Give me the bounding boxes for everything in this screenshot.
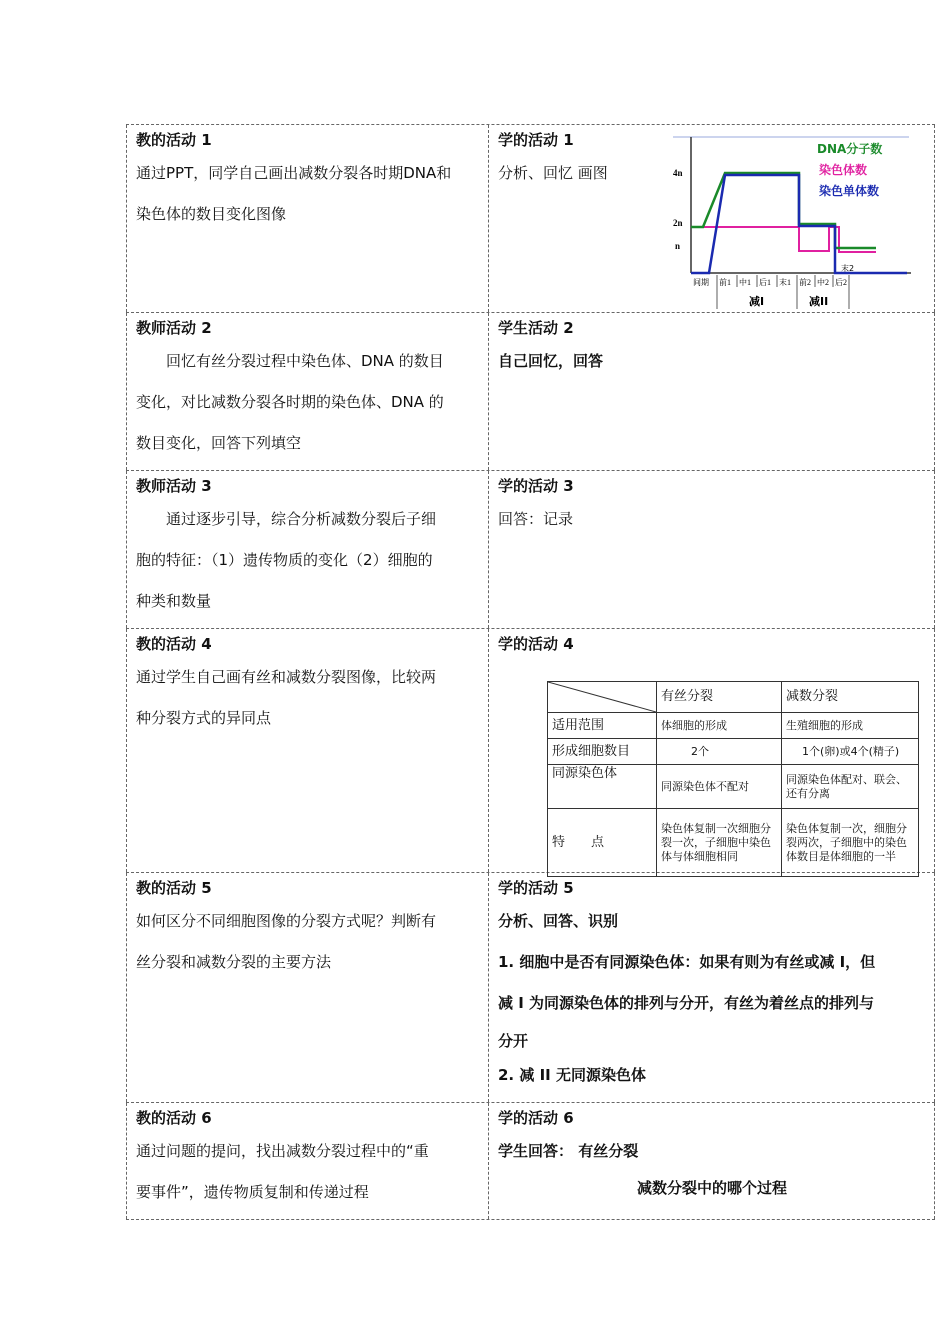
cell-heading: 学的活动 3 <box>498 477 574 495</box>
cell-heading: 教的活动 5 <box>136 879 212 897</box>
cell-text: 变化，对比减数分裂各时期的染色体、DNA 的 <box>136 393 444 411</box>
cell-text: 回答：记录 <box>498 510 574 528</box>
table-cell: 同源染色体不配对 <box>657 765 782 809</box>
y-label-4n: 4n <box>673 168 683 178</box>
cell-text: 1. 细胞中是否有同源染色体：如果有则为有丝或减 I，但 <box>498 953 876 971</box>
cell-heading: 教的活动 4 <box>136 635 212 653</box>
table-row <box>548 765 919 809</box>
table-row <box>126 471 935 629</box>
cell-text: 如何区分不同细胞图像的分裂方式呢？判断有 <box>136 912 437 930</box>
teacher-cell <box>126 1103 489 1219</box>
diagonal-line <box>548 682 656 712</box>
legend-chromosome: 染色体数 <box>819 163 868 177</box>
cell-text: 要事件”，遗传物质复制和传递过程 <box>136 1183 369 1201</box>
cell-text: 数目变化，回答下列填空 <box>136 434 302 452</box>
teacher-cell <box>126 873 489 1102</box>
diagonal-header-cell <box>548 682 657 713</box>
cell-heading: 学的活动 1 <box>498 131 574 149</box>
x-label: 间期 <box>693 278 709 287</box>
table-row <box>548 809 919 877</box>
cell-text: 通过学生自己画有丝和减数分裂图像，比较两 <box>136 668 437 686</box>
cell-text: 学生回答： 有丝分裂 <box>498 1142 639 1160</box>
student-cell <box>489 873 935 1102</box>
cell-text: 染色体的数目变化图像 <box>136 205 287 223</box>
cell-text: 减数分裂中的哪个过程 <box>636 1179 787 1197</box>
x-label: 中2 <box>817 278 829 287</box>
cell-text: 回忆有丝分裂过程中染色体、DNA 的数目 <box>166 352 444 370</box>
comparison-header-row <box>548 682 919 713</box>
x-label: 前1 <box>719 278 731 287</box>
dna-chromosome-chart <box>669 133 914 311</box>
cell-text: 减 I 为同源染色体的排列与分开，有丝为着丝点的排列与 <box>498 994 875 1012</box>
cell-text: 通过PPT，同学自己画出减数分裂各时期DNA和 <box>136 164 452 182</box>
student-cell <box>489 1103 935 1219</box>
group-label-meiosis2: 减II <box>809 295 829 308</box>
table-row <box>126 629 935 873</box>
legend-dna: DNA分子数 <box>817 142 883 156</box>
diagonal <box>548 682 656 712</box>
table-cell: 染色体复制一次细胞分裂一次，子细胞中染色体与体细胞相同 <box>657 809 782 877</box>
table-row <box>126 873 935 1103</box>
lesson-table <box>126 124 935 1220</box>
legend-chromatid: 染色单体数 <box>819 184 880 198</box>
cell-text: 自己回忆，回答 <box>498 352 604 370</box>
table-cell: 染色体复制一次，细胞分裂两次，子细胞中的染色体数目是体细胞的一半 <box>782 809 919 877</box>
table-cell: 体细胞的形成 <box>657 713 782 739</box>
table-row <box>126 1103 935 1220</box>
y-label-n: n <box>675 241 681 251</box>
row-label: 适用范围 <box>548 713 657 739</box>
table-cell: 生殖细胞的形成 <box>782 713 919 739</box>
cell-text: 丝分裂和减数分裂的主要方法 <box>136 953 332 971</box>
cell-heading: 学的活动 4 <box>498 635 574 653</box>
row-label: 特 点 <box>548 809 657 877</box>
cell-heading: 教师活动 3 <box>136 477 212 495</box>
table-row <box>126 124 935 313</box>
row-label: 同源染色体 <box>548 765 657 809</box>
cell-text: 分析、回答、识别 <box>498 912 619 930</box>
cell-heading: 学的活动 5 <box>498 879 574 897</box>
x-label: 后1 <box>759 278 771 287</box>
cell-heading: 教的活动 1 <box>136 131 212 149</box>
x-label: 后2 <box>835 278 847 287</box>
table-cell: 同源染色体配对、联会、还有分离 <box>782 765 919 809</box>
header-meiosis: 减数分裂 <box>782 682 919 713</box>
cell-text: 2. 减 II 无同源染色体 <box>498 1066 646 1084</box>
table-row <box>548 739 919 765</box>
x-label-end2-top: 末2 <box>841 264 855 273</box>
cell-heading: 学的活动 6 <box>498 1109 574 1127</box>
teacher-cell <box>126 313 489 470</box>
cell-heading: 学生活动 2 <box>498 319 574 337</box>
cell-heading: 教的活动 6 <box>136 1109 212 1127</box>
x-label: 末1 <box>779 278 791 287</box>
cell-heading: 教师活动 2 <box>136 319 212 337</box>
student-cell <box>489 313 935 470</box>
student-cell <box>489 629 935 872</box>
cell-text: 分开 <box>498 1032 529 1050</box>
cell-text: 通过问题的提问，找出减数分裂过程中的“重 <box>136 1142 429 1160</box>
y-label-2n: 2n <box>673 218 683 228</box>
cell-text: 分析、回忆 画图 <box>498 164 608 182</box>
teacher-cell <box>126 629 489 872</box>
comparison-table <box>547 681 919 877</box>
cell-text: 种分裂方式的异同点 <box>136 709 272 727</box>
table-cell: 1个(卵)或4个(精子) <box>782 739 919 765</box>
student-cell <box>489 125 935 312</box>
row-label: 形成细胞数目 <box>548 739 657 765</box>
teacher-cell <box>126 471 489 628</box>
header-mitosis: 有丝分裂 <box>657 682 782 713</box>
table-row <box>126 313 935 471</box>
x-label: 中1 <box>739 278 751 287</box>
group-label-meiosis1: 减I <box>749 295 765 308</box>
student-cell <box>489 471 935 628</box>
x-label: 前2 <box>799 278 811 287</box>
cell-text: 通过逐步引导，综合分析减数分裂后子细 <box>166 510 437 528</box>
cell-text: 胞的特征：（1）遗传物质的变化（2）细胞的 <box>136 551 433 569</box>
table-row <box>548 713 919 739</box>
teacher-cell <box>126 125 489 312</box>
table-cell: 2个 <box>657 739 782 765</box>
cell-text: 种类和数量 <box>136 592 212 610</box>
